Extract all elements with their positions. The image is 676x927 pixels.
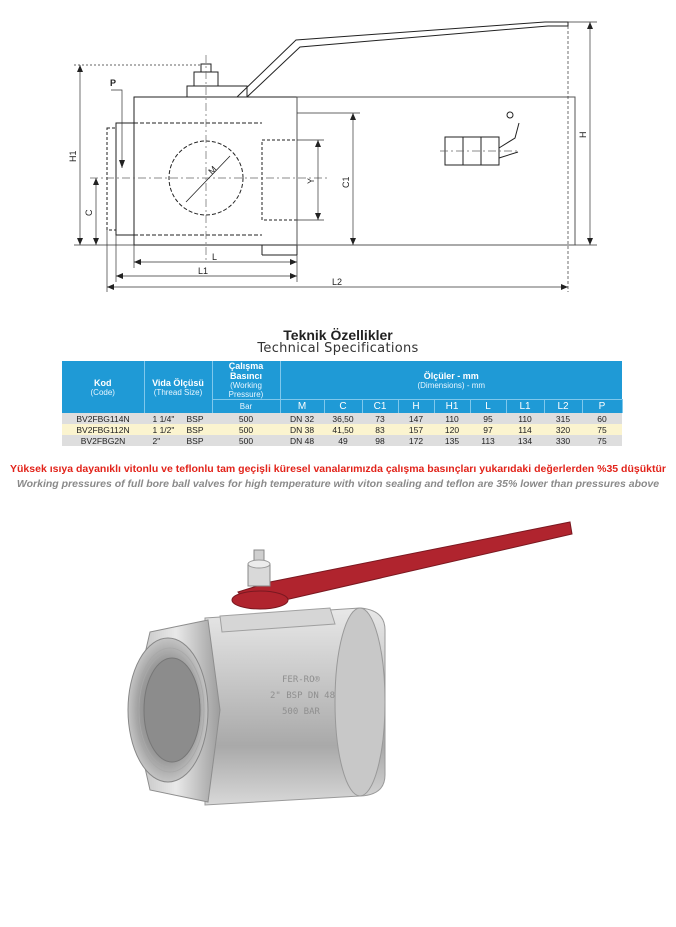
cell-dim-c: 49 bbox=[324, 435, 362, 446]
cell-dim-l: 113 bbox=[470, 435, 506, 446]
cell-vida-type: BSP bbox=[186, 424, 204, 435]
spec-table bbox=[62, 361, 623, 446]
label-m: M bbox=[206, 164, 219, 177]
header-dim-c: C bbox=[324, 400, 362, 414]
handle-lever-outline bbox=[237, 22, 568, 97]
header-dim-h1: H1 bbox=[434, 400, 470, 414]
cell-vida bbox=[144, 424, 212, 435]
cell-basinc: 500 bbox=[212, 435, 280, 446]
header-dim-p: P bbox=[582, 400, 622, 414]
cell-basinc: 500 bbox=[212, 413, 280, 424]
handle-red bbox=[238, 522, 572, 608]
header-dim-l2: L2 bbox=[544, 400, 582, 414]
cell-dim-m: DN 48 bbox=[280, 435, 324, 446]
spec-title-tr: Teknik Özellikler bbox=[283, 327, 393, 343]
cell-dim-l2: 330 bbox=[544, 435, 582, 446]
label-y: Y bbox=[306, 177, 316, 184]
cell-dim-l1: 110 bbox=[506, 413, 544, 424]
inlet-nut bbox=[116, 123, 134, 235]
cell-dim-c1: 83 bbox=[362, 424, 398, 435]
label-h1: H1 bbox=[68, 150, 78, 162]
cell-vida-size: 1 1/2" bbox=[152, 424, 175, 435]
cell-vida-size: 2" bbox=[152, 435, 161, 446]
spec-title-en: Technical Specifications bbox=[257, 341, 419, 356]
stamp-size: 2" BSP DN 48 bbox=[270, 691, 336, 701]
header-olculer: Ölçüler - mm (Dimensions) - mm bbox=[280, 361, 622, 400]
cell-dim-l2: 315 bbox=[544, 413, 582, 424]
label-c1: C1 bbox=[341, 176, 351, 188]
cell-dim-c: 41,50 bbox=[324, 424, 362, 435]
note-english: Working pressures of full bore ball valves for high temperature with viton sealing and teflon are 35% lower than pressures above bbox=[16, 478, 660, 490]
table-row bbox=[62, 413, 622, 424]
label-c: C bbox=[84, 209, 94, 216]
header-kod: Kod (Code) bbox=[62, 361, 144, 413]
cell-dim-h1: 135 bbox=[434, 435, 470, 446]
cell-dim-l2: 320 bbox=[544, 424, 582, 435]
spec-title bbox=[0, 328, 676, 356]
note-turkish: Yüksek ısıya dayanıklı vitonlu ve teflonlu tam geçişli küresel vanalarımızda çalışma basınçları yukarıdaki değerlerden %35 düşüktür bbox=[10, 463, 666, 475]
label-h: H bbox=[578, 131, 588, 138]
cell-dim-m: DN 38 bbox=[280, 424, 324, 435]
label-p: P bbox=[110, 78, 117, 88]
cell-dim-l1: 134 bbox=[506, 435, 544, 446]
cell-dim-c1: 98 bbox=[362, 435, 398, 446]
cell-vida-size: 1 1/4" bbox=[152, 413, 175, 424]
header-vida: Vida Ölçüsü (Thread Size) bbox=[144, 361, 212, 413]
header-dim-l: L bbox=[470, 400, 506, 414]
header-basinc: Çalışma Basıncı (Working Pressure) bbox=[212, 361, 280, 400]
product-photo bbox=[110, 520, 580, 820]
stamp-pressure: 500 BAR bbox=[282, 707, 320, 717]
table-row bbox=[62, 435, 622, 446]
cell-dim-l: 97 bbox=[470, 424, 506, 435]
cell-vida-type: BSP bbox=[186, 413, 204, 424]
cell-dim-p: 75 bbox=[582, 424, 622, 435]
cell-basinc: 500 bbox=[212, 424, 280, 435]
label-l1: L1 bbox=[198, 266, 209, 276]
cell-dim-p: 60 bbox=[582, 413, 622, 424]
header-dim-h: H bbox=[398, 400, 434, 414]
cell-dim-h1: 110 bbox=[434, 413, 470, 424]
cell-dim-c1: 73 bbox=[362, 413, 398, 424]
handle-frame bbox=[297, 97, 575, 245]
outlet-port bbox=[262, 140, 297, 220]
table-row bbox=[62, 424, 622, 435]
header-dim-c1: C1 bbox=[362, 400, 398, 414]
cell-dim-c: 36,50 bbox=[324, 413, 362, 424]
cell-dim-l: 95 bbox=[470, 413, 506, 424]
cell-kod: BV2FBG2N bbox=[62, 435, 144, 446]
cell-vida bbox=[144, 435, 212, 446]
header-dim-l1: L1 bbox=[506, 400, 544, 414]
header-dim-m: M bbox=[280, 400, 324, 414]
cell-dim-h: 147 bbox=[398, 413, 434, 424]
cell-vida bbox=[144, 413, 212, 424]
cell-dim-m: DN 32 bbox=[280, 413, 324, 424]
cell-kod: BV2FBG112N bbox=[62, 424, 144, 435]
cell-dim-h: 157 bbox=[398, 424, 434, 435]
cell-dim-h1: 120 bbox=[434, 424, 470, 435]
cell-vida-type: BSP bbox=[186, 435, 204, 446]
cell-dim-p: 75 bbox=[582, 435, 622, 446]
technical-drawing bbox=[0, 0, 676, 300]
cell-kod: BV2FBG114N bbox=[62, 413, 144, 424]
cell-dim-h: 172 bbox=[398, 435, 434, 446]
header-basinc-unit: Bar bbox=[212, 400, 280, 414]
cell-dim-l1: 114 bbox=[506, 424, 544, 435]
label-l: L bbox=[212, 252, 218, 262]
label-l2: L2 bbox=[332, 277, 343, 287]
stamp-brand: FER-RO® bbox=[282, 675, 320, 685]
